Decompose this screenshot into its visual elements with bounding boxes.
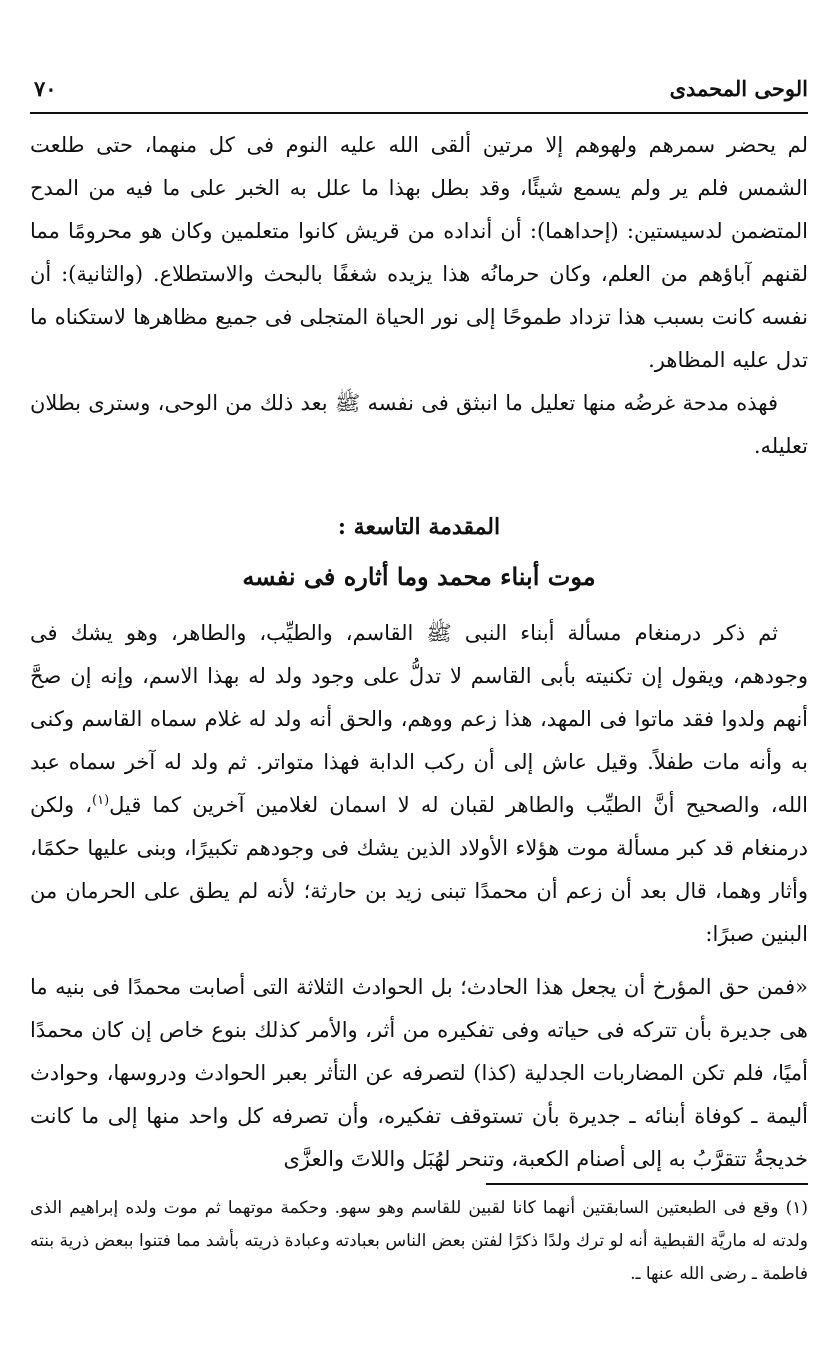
paragraph-2: فهذه مدحة غرضُه منها تعليل ما انبثق فى نفسه ﷺ بعد ذلك من الوحى، وسترى بطلان تعليله. <box>30 391 808 458</box>
page-number: ٧٠ <box>34 76 57 101</box>
paragraph-1: لم يحضر سمرهم ولهوهم إلا مرتين ألقى الله عليه النوم فى كل منهما، حتى طلعت الشمس فلم ير ولم يسمع شيئًا، وقد بطل بهذا ما علل به الخبر على ما فيه من المدح المتضمن لدسيستين: (إحداهما): أن أنداده من قريش كانوا متعلمين وكان هو محرومًا مما لقنهم آباؤهم من العلم، وكان حرمانُه هذا يزيده شغفًا بالبحث والاستطلاع. (والثانية): أن نفسه كانت بسبب هذا تزداد طموحًا إلى نور الحياة المتجلى فى جميع مظاهرها لاستكناه ما تدل عليه المظاهر. <box>30 133 808 372</box>
running-header <box>30 72 808 108</box>
section-number-heading: المقدمة التاسعة : <box>337 514 501 540</box>
paragraph-3-text-a: ثم ذكر درمنغام مسألة أبناء النبى ﷺ القاسم، والطيِّب، والطاهر، وهو يشك فى وجودهم، ويقول إن تكنيته بأبى القاسم لا تدلُّ على وجود ولد له بهذا الاسم، وإنه إن صحَّ أنهم ولدوا فقد ماتوا فى المهد، هذا زعم ووهم، والحق أنه ولد له غلام سماه القاسم وكنى به وأنه مات طفلاً. وقيل عاش إلى أن ركب الدابة فهذا متواتر. ثم ولد له آخر سماه عبد الله، والصحيح أنَّ الطيِّب والطاهر لقبان له لا اسمان لغلامين آخرين كما قيل <box>30 621 808 817</box>
running-title: الوحى المحمدى <box>669 76 808 101</box>
header-rule <box>30 112 808 114</box>
footnote-1: (١) وقع فى الطبعتين السابقتين أنهما كانا لقبين للقاسم وهو سهو. وحكمة موتهما ثم موت ولده إبراهيم الذى ولدته له ماريَّة القبطية أنه لو ترك ولدًا ذكرًا لفتن بعض الناس بعبادته وعبادة ذريته بأشد مما فتنوا ببعض ذرية بنته فاطمة ـ رضى الله عنها ـ. <box>30 1198 808 1284</box>
footnote-rule <box>486 1183 808 1185</box>
main-text <box>30 124 808 1181</box>
paragraph-3-text-b: ، ولكن درمنغام قد كبر مسألة موت هؤلاء الأولاد الذين يشك فى وجودهم تكبيرًا، وبنى عليها حكمًا، وأثار وهما، قال بعد أن زعم أن محمدًا تبنى زيد بن حارثة؛ لأنه لم يطق على الحرمان من البنين صبرًا: <box>30 793 808 946</box>
paragraph-3 <box>30 612 808 956</box>
footnotes <box>30 1192 808 1291</box>
section-title-heading: موت أبناء محمد وما أثاره فى نفسه <box>242 562 596 591</box>
footnote-reference: (١) <box>92 793 110 808</box>
paragraph-4-quote: «فمن حق المؤرخ أن يجعل هذا الحادث؛ بل الحوادث الثلاثة التى أصابت محمدًا فى بنيه ما هى جديرة بأن تتركه فى حياته وفى تفكيره من أثر، والأمر كذلك بنوع خاص إن كان محمدًا أميًا، فلم تكن المضاربات الجدلية (كذا) لتصرفه عن التأثر بعبر الحوادث ودروسها، وحوادث أليمة ـ كوفاة أبنائه ـ جديرة بأن تستوقف تفكيره، وأن تصرفه كل واحد منها إلى ما كانت خديجةُ تتقرَّبُ به إلى أصنام الكعبة، وتنحر لهُبَل واللاتَ والعزَّى <box>30 975 808 1171</box>
